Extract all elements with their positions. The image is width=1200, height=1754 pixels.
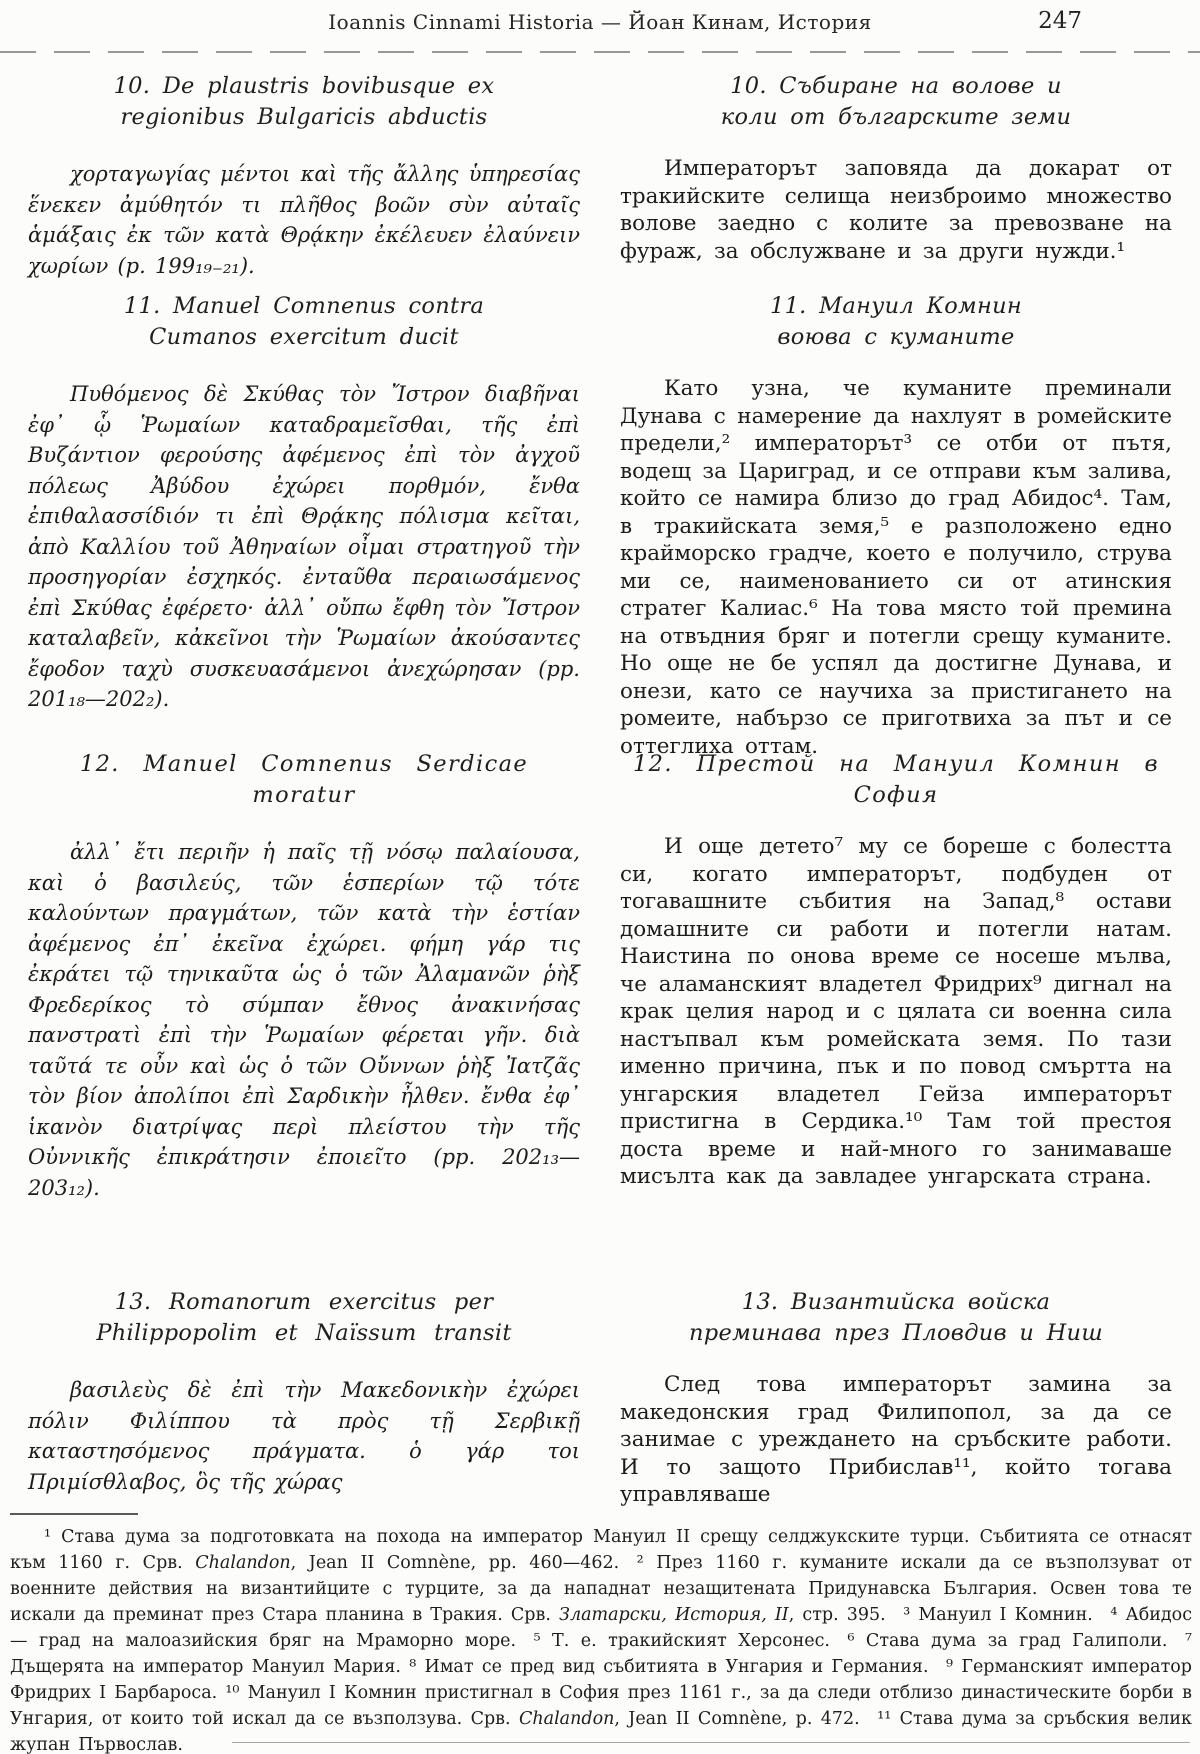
section-11-bulgarian (620, 271, 1172, 759)
section-12-latin-heading: 12. Manuel Comnenus Serdicae moratur (79, 751, 529, 808)
section-13-bulgarian-text: След това императорът замина за македонския град Филипопол, за да се занимае с уреждането на сръбските работи. И то защото Прибислав¹¹, който тогава управляваше (620, 1372, 1172, 1507)
running-title: Ioannis Cinnami Historia — Йоан Кинам, История (328, 10, 872, 34)
bulgarian-column (620, 61, 1172, 1509)
section-13-greek-text: βασιλεὺς δὲ ἐπὶ τὴν Μακεδονικὴν ἐχώρει πόλιν Φιλίππου τὰ πρὸς τῇ Σερβικῇ καταστησόμενος πράγματα. ὁ γάρ τοι Πριμίσθλαβος, ὃς τῆς χώρας (28, 1378, 580, 1494)
section-10-latin-heading: 10. De plaustris bovibusque ex regionibus Bulgaricis abductis (113, 73, 495, 130)
section-13-bulgarian-heading: 13. Византийска войска преминава през Пловдив и Ниш (689, 1289, 1103, 1346)
section-13-latin-heading: 13. Romanorum exercitus per Philippopolim et Naïssum transit (96, 1289, 512, 1346)
bottom-page-rule (232, 1742, 1190, 1743)
text-columns (0, 61, 1200, 1509)
section-11-latin-heading: 11. Manuel Comnenus contra Cumanos exercitum ducit (123, 293, 485, 350)
section-10-greek (28, 61, 580, 278)
section-12-bulgarian-heading: 12. Престой на Мануил Комнин в София (632, 751, 1160, 808)
section-12-bulgarian-text: И още детето⁷ му се бореше с болестта си, когато императорът, подбуден от тогавашните събития на Запад,⁸ остави домашните си работи и потегли натам. Наистина по онова време се носеше мълва, че аламанският владетел Фридрих⁹ дигнал на крак целия народ и с цялата си военна сила настъпвал към ромейската земя. По тази именно причина, пък и по повод смъртта на унгарския владетел Гейза императорът пристигна в Сердика.¹⁰ Там той престоя доста време и най-много го занимаваше мисълта как да завладее унгарската страна. (620, 834, 1172, 1189)
latin-greek-column (28, 61, 580, 1497)
section-12-bulgarian (620, 733, 1172, 1273)
section-11-bulgarian-text: Като узна, че куманите преминали Дунава с намерение да нахлуят в ромейските предели,² императорът³ се отби от пътя, водещ за Цариград, и се отправи към залива, който се намира близо до град Абидос⁴. Там, в тракийската земя,⁵ е разположено едно крайморско градче, което е получило, струва ми се, наименованието си от атинския стратег Калиас.⁶ На това място той премина на отвъдния бряг и потегли срещу куманите. Но още не бе успял да достигне Дунава, и онези, като се научиха за пристигането на ромеите, набързо се приготвиха за път и се оттеглиха оттам. (620, 376, 1172, 759)
section-11-greek-text: Πυθόμενος δὲ Σκύθας τὸν Ἴστρον διαβῆναι ἐφ᾽ ᾧ Ῥωμαίων καταδραμεῖσθαι, τῆς ἐπὶ Βυζάντιον φερούσης ἀφέμενος ἐπὶ τὸν ἀγχοῦ πόλεως Ἀβύδου ἐχώρει πορθμόν, ἔνθα ἐπιθαλασσίδιόν τι ἐπὶ Θρᾴκης πόλισμα κεῖται, ἀπὸ Καλλίου τοῦ Ἀθηναίων οἶμαι στρατηγοῦ τὴν προσηγορίαν ἐσχηκός. ἐνταῦθα περαιωσάμενος ἐπὶ Σκύθας ἐφέρετο· ἀλλ᾽ οὔπω ἔφθη τὸν Ἴστρον καταλαβεῖν, κἀκεῖνοι τὴν Ῥωμαίων ἀκούσαντες ἔφοδον ταχὺ συσκευασάμενοι ἀνεχώρησαν (pp. 201₁₈—202₂). (28, 382, 580, 711)
section-12-greek (28, 733, 580, 1273)
section-10-bulgarian (620, 61, 1172, 271)
section-11-greek (28, 271, 580, 733)
section-10-bulgarian-heading: 10. Събиране на волове и коли от българските земи (720, 73, 1072, 130)
footnote-separator-rule (10, 1513, 138, 1515)
section-10-bulgarian-text: Императорът заповяда да докарат от тракийските селища неизброимо множество волове заедно с колите за превозване на фураж, за обслужване и за други нужди.¹ (620, 156, 1172, 264)
footnotes-block: ¹ Става дума за подготовката на похода на император Мануил II срещу селджукските турци. Събитията се отнасят към 1160 г. Срв. Chalandon, Jean II Comnène, pp. 460—462. ² През 1160 г. куманите искали да се възползуват от военните действия на византийците с турците, за да нападнат незащитената Придунавска България. Освен това те искали да преминат през Стара планина в Тракия. Срв. Златарски, История, II, стр. 395. ³ Мануил I Комнин. ⁴ Абидос — град на малоазийския бряг на Мраморно море. ⁵ Т. е. тракийският Херсонес. ⁶ Става дума за град Галиполи. ⁷ Дъщерята на император Мануил Мария. ⁸ Имат се пред вид събитията в Унгария и Германия. ⁹ Германският император Фридрих I Барбароса. ¹⁰ Мануил I Комнин пристигнал в София през 1161 г., за да следи отблизо династическите борби в Унгария, от които той искал да се възползува. Срв. Chalandon, Jean II Comnène, p. 472. ¹¹ Става дума за сръбския велик жупан Първослав. (10, 1526, 1193, 1754)
section-13-bulgarian (620, 1273, 1172, 1509)
page-header (0, 0, 1200, 46)
page-number: 247 (1038, 8, 1082, 34)
section-11-bulgarian-heading: 11. Мануил Комнин воюва с куманите (769, 293, 1023, 350)
header-rule (0, 51, 1200, 53)
section-10-greek-text: χορταγωγίας μέντοι καὶ τῆς ἄλλης ὑπηρεσίας ἕνεκεν ἀμύθητόν τι πλῆθος βοῶν σὺν αὐταῖς ἁμάξαις ἐκ τῶν κατὰ Θρᾴκην ἐκέλευεν ἐλαύνειν χωρίων (p. 199₁₉₋₂₁). (28, 162, 580, 278)
section-13-greek (28, 1273, 580, 1497)
section-12-greek-text: ἀλλ᾽ ἔτι περιῆν ἡ παῖς τῇ νόσῳ παλαίουσα, καὶ ὁ βασιλεύς, τῶν ἑσπερίων τῷ τότε καλούντων πραγμάτων, τῶν κατὰ τὴν ἑστίαν ἀφέμενος ἐπ᾽ ἐκεῖνα ἐχώρει. φήμη γάρ τις ἐκράτει τῷ τηνικαῦτα ὡς ὁ τῶν Ἀλαμανῶν ῥὴξ Φρεδερίκος τὸ σύμπαν ἔθνος ἀνακινήσας πανστρατὶ ἐπὶ τὴν Ῥωμαίων φέρεται γῆν. διὰ ταῦτά τε οὖν καὶ ὡς ὁ τῶν Οὔννων ῥὴξ Ἰατζᾶς τὸν βίον ἀπολίποι ἐπὶ Σαρδικὴν ἦλθεν. ἔνθα ἐφ᾽ ἱκανὸν διατρίψας περὶ πλείστου τὴν τῆς Οὐννικῆς ἐπικράτησιν ἐποιεῖτο (pp. 202₁₃—203₁₂). (28, 840, 580, 1200)
